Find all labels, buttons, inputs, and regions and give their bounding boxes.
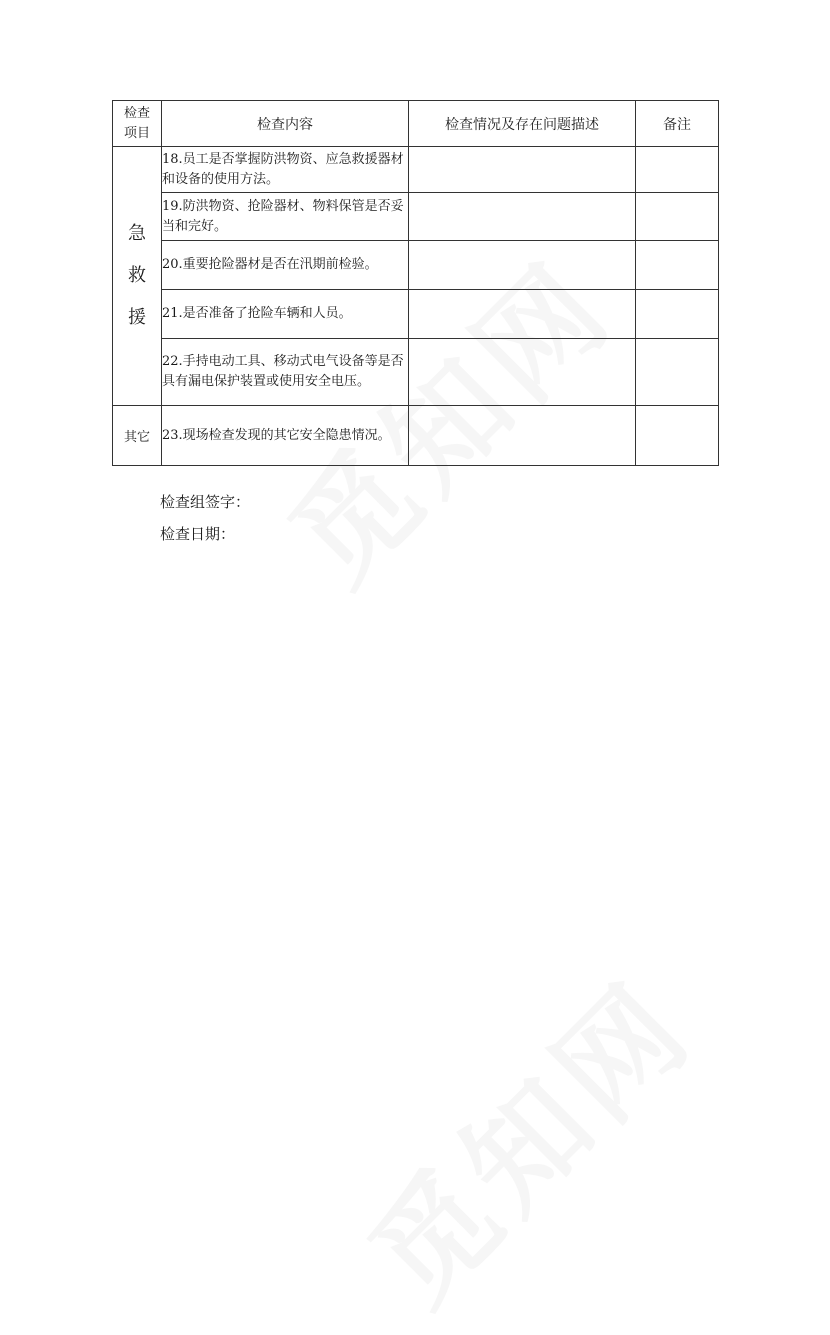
inspection-table (112, 100, 719, 466)
header-item (113, 101, 162, 147)
header-item-line2: 项目 (123, 125, 150, 141)
header-situation: 检查情况及存在问题描述 (409, 101, 636, 147)
row-situation-cell[interactable] (409, 339, 636, 406)
header-item-line1: 检查 (123, 105, 150, 121)
inspection-date-label: 检查日期： (160, 525, 236, 543)
row-remarks-cell[interactable] (636, 290, 719, 339)
row-situation-cell[interactable] (409, 406, 636, 466)
header-remarks: 备注 (636, 101, 719, 147)
row-remarks-cell[interactable] (636, 339, 719, 406)
row-remarks-cell[interactable] (636, 241, 719, 290)
table-row (113, 241, 719, 290)
row-content: 19.防洪物资、抢险器材、物料保管是否妥当和完好。 (162, 193, 409, 241)
watermark (326, 937, 723, 1334)
row-content: 21.是否准备了抢险车辆和人员。 (162, 290, 409, 339)
category-char: 急 (128, 223, 146, 244)
table-row (113, 406, 719, 466)
table-header-row (113, 101, 719, 147)
row-remarks-cell[interactable] (636, 193, 719, 241)
row-remarks-cell[interactable] (636, 406, 719, 466)
row-content: 18.员工是否掌握防洪物资、应急救援器材和设备的使用方法。 (162, 147, 409, 193)
category-rescue (113, 147, 162, 406)
header-content: 检查内容 (162, 101, 409, 147)
table-row (113, 193, 719, 241)
row-situation-cell[interactable] (409, 241, 636, 290)
row-content: 23.现场检查发现的其它安全隐患情况。 (162, 406, 409, 466)
table-row (113, 290, 719, 339)
category-char: 救 (128, 265, 146, 286)
inspection-group-signature-label: 检查组签字： (160, 493, 251, 511)
table-row (113, 339, 719, 406)
row-remarks-cell[interactable] (636, 147, 719, 193)
row-situation-cell[interactable] (409, 290, 636, 339)
category-other: 其它 (113, 406, 162, 466)
row-content: 22.手持电动工具、移动式电气设备等是否具有漏电保护装置或使用安全电压。 (162, 339, 409, 406)
row-situation-cell[interactable] (409, 193, 636, 241)
row-content: 20.重要抢险器材是否在汛期前检验。 (162, 241, 409, 290)
category-char: 援 (128, 307, 146, 328)
row-situation-cell[interactable] (409, 147, 636, 193)
table-row (113, 147, 719, 193)
